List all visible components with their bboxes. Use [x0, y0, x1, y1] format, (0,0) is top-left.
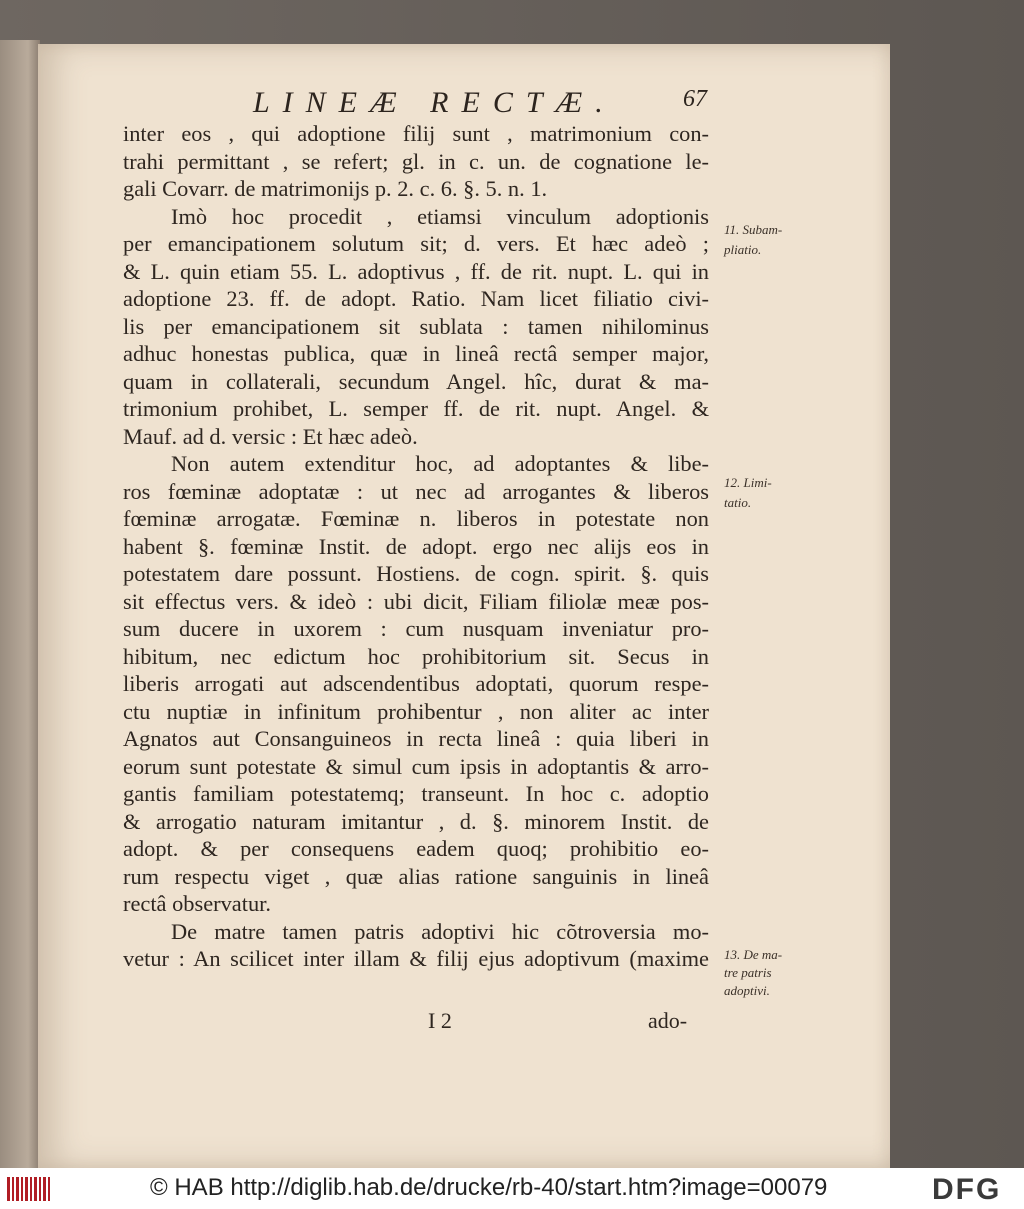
- text-line: adoptione 23. ff. de adopt. Ratio. Nam licet filiatio civi-: [123, 286, 709, 311]
- text-line: Non autem extenditur hoc, ad adoptantes & libe-: [171, 451, 709, 476]
- text-line: ctu nuptiæ in infinitum prohibentur , non aliter ac inter: [123, 698, 709, 724]
- margin-note: tre patris: [724, 965, 772, 980]
- page-body: [123, 120, 709, 973]
- margin-note: 13. De ma-: [724, 947, 783, 962]
- text-line: gali Covarr. de matrimonijs p. 2. c. 6. §. 5. n. 1.: [123, 176, 548, 201]
- text-line: & L. quin etiam 55. L. adoptivus , ff. de rit. nupt. L. qui in: [123, 258, 709, 284]
- catchword: ado-: [648, 1008, 688, 1033]
- margin-note: tatio.: [724, 495, 752, 510]
- margin-note: 11. Subam-: [724, 222, 783, 237]
- source-credit-link[interactable]: © HAB http://diglib.hab.de/drucke/rb-40/start.htm?image=00079: [150, 1174, 828, 1201]
- text-line: quam in collaterali, secundum Angel. hîc, durat & ma-: [123, 368, 709, 394]
- book-page: [38, 44, 890, 1168]
- text-line: trahi permittant , se refert; gl. in c. un. de cognatione le-: [123, 148, 709, 174]
- text-line: fœminæ arrogatæ. Fœminæ n. liberos in potestate non: [123, 506, 709, 531]
- text-line: potestatem dare possunt. Hostiens. de cogn. spirit. §. quis: [123, 561, 709, 586]
- text-line: Mauf. ad d. versic : Et hæc adeò.: [123, 423, 418, 449]
- text-line: inter eos , qui adoptione filij sunt , matrimonium con-: [123, 121, 709, 146]
- text-line: Imò hoc procedit , etiamsi vinculum adoptionis: [171, 203, 709, 229]
- text-line: rectâ observatur.: [123, 891, 271, 916]
- text-line: lis per emancipationem sit sublata : tamen nihilominus: [123, 313, 709, 339]
- text-line: per emancipationem solutum sit; d. vers. Et hæc adeò ;: [123, 231, 709, 256]
- text-line: vetur : An scilicet inter illam & filij ejus adoptivum (maxime: [123, 946, 709, 971]
- text-line: eorum sunt potestate & simul cum ipsis in adoptantis & arro-: [123, 753, 709, 779]
- running-header: LINEÆ RECTÆ.: [253, 86, 616, 119]
- signature-mark: I 2: [428, 1008, 452, 1033]
- previous-page-edge: [0, 40, 40, 1168]
- text-line: rum respectu viget , quæ alias ratione sanguinis in lineâ: [123, 863, 709, 889]
- text-line: Agnatos aut Consanguineos in recta lineâ : quia liberi in: [123, 726, 709, 751]
- text-line: sit effectus vers. & ideò : ubi dicit, Filiam filiolæ meæ pos-: [123, 588, 709, 614]
- page-number: 67: [683, 86, 707, 112]
- margin-note: pliatio.: [724, 242, 762, 257]
- text-line: sum ducere in uxorem : cum nusquam inveniatur pro-: [123, 616, 709, 641]
- text-line: ros fœminæ adoptatæ : ut nec ad arrogantes & liberos: [123, 478, 709, 504]
- text-line: liberis arrogati aut adscendentibus adoptati, quorum respe-: [123, 671, 709, 696]
- text-line: trimonium prohibet, L. semper ff. de rit. nupt. Angel. &: [123, 396, 709, 421]
- margin-note: 12. Limi-: [724, 475, 772, 490]
- text-line: hibitum, nec edictum hoc prohibitorium sit. Secus in: [123, 643, 709, 669]
- text-line: habent §. fœminæ Instit. de adopt. ergo nec alijs eos in: [123, 533, 709, 559]
- dfg-logo: DFG: [932, 1173, 1002, 1206]
- text-line: De matre tamen patris adoptivi hic cõtroversia mo-: [171, 918, 709, 944]
- text-line: adopt. & per consequens eadem quoq; prohibitio eo-: [123, 836, 709, 861]
- text-line: & arrogatio naturam imitantur , d. §. minorem Instit. de: [123, 808, 709, 834]
- margin-note: adoptivi.: [724, 983, 770, 998]
- text-line: gantis familiam potestatemq; transeunt. In hoc c. adoptio: [123, 781, 709, 806]
- text-line: adhuc honestas publica, quæ in lineâ rectâ semper major,: [123, 341, 709, 366]
- hab-logo-icon: [6, 1174, 50, 1203]
- footer-bar: [0, 1168, 1024, 1209]
